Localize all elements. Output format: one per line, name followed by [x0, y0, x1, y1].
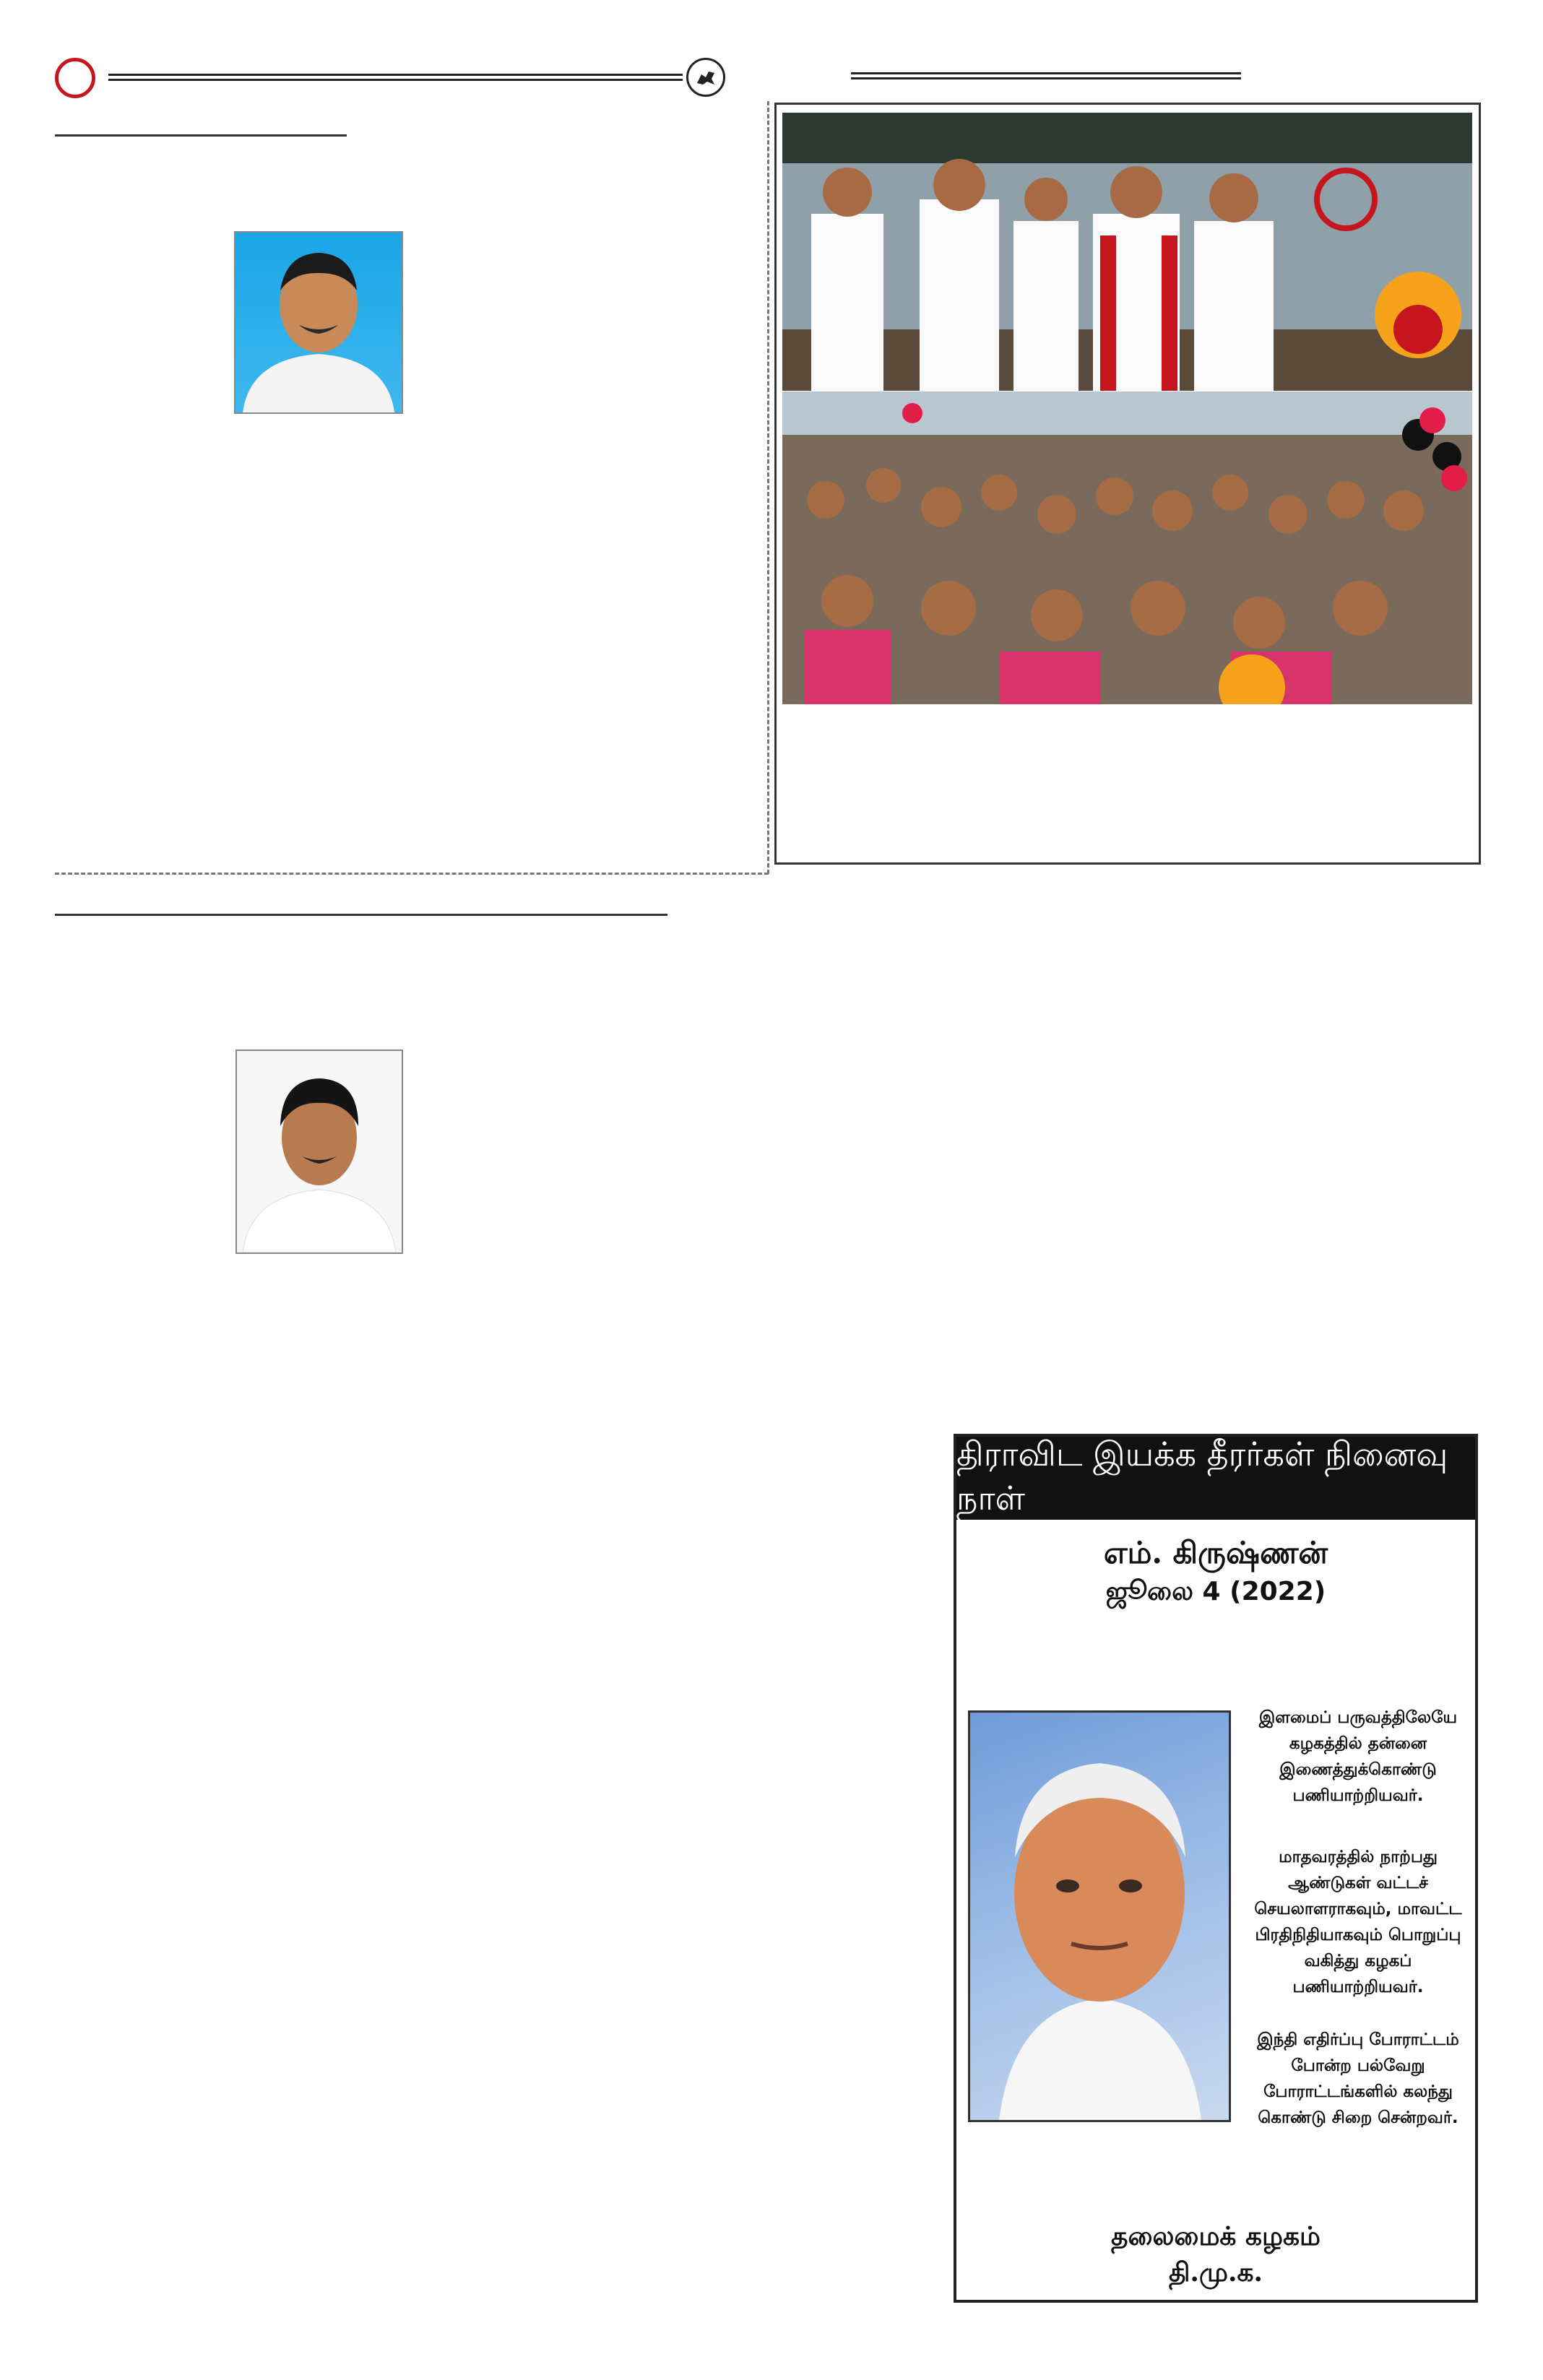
obituary-header: திராவிட இயக்க தீரர்கள் நினைவு நாள் [956, 1437, 1475, 1520]
column-separator [767, 101, 769, 874]
obituary-date: ஜூலை 4 (2022) [1105, 1577, 1326, 1606]
obituary-footer-org: தலைமைக் கழகம் [1111, 2221, 1321, 2251]
obituary-paragraph-2: மாதவரத்தில் நாற்பது ஆண்டுகள் வட்டச் செயலாளராகவும், மாவட்ட பிரதிநிதியாகவும் பொறுப்பு வகித்து கழகப் பணியாற்றியவர். [1254, 1848, 1462, 1996]
party-emblem-icon [686, 58, 725, 97]
obituary-paragraph-3: இந்தி எதிர்ப்பு போராட்டம் போன்ற பல்வேறு போராட்டங்களில் கலந்து கொண்டு சிறை சென்றவர். [1257, 2030, 1459, 2127]
header-double-rule [108, 74, 683, 81]
portrait-photo-2 [235, 1050, 403, 1254]
right-header-double-rule [851, 72, 1241, 79]
red-circle-icon [55, 58, 95, 98]
crowd-photo [782, 391, 1472, 704]
obituary-paragraph-1: இளமைப் பருவத்திலேயே கழகத்தில் தன்னை இணைத்துக்கொண்டு பணியாற்றியவர். [1258, 1708, 1458, 1805]
headline-rule-1 [55, 134, 347, 137]
section-separator [55, 873, 769, 875]
stage-photo [782, 113, 1472, 391]
obituary-name: எம். கிருஷ்ணன் [1103, 1535, 1328, 1570]
portrait-photo-1 [234, 231, 403, 414]
obituary-portrait [968, 1710, 1231, 2122]
obituary-footer-party: தி.மு.க. [1168, 2257, 1263, 2288]
headline-rule-2 [55, 914, 667, 916]
